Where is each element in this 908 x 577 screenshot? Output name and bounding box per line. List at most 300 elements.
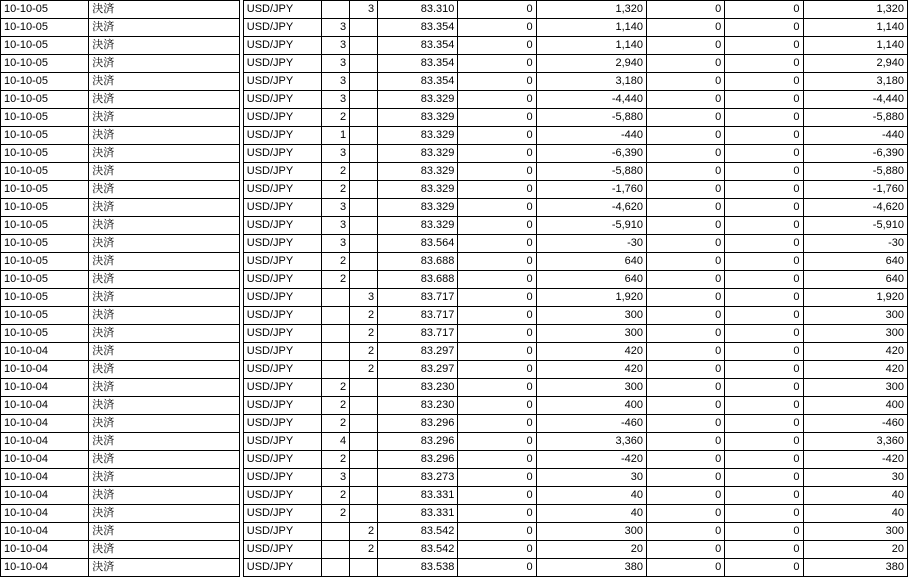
cell-zero-1: 0	[458, 19, 536, 37]
table-row	[1, 73, 908, 91]
cell-zero-3: 0	[725, 253, 803, 271]
cell-status: 決済	[89, 199, 239, 217]
cell-zero-2: 0	[647, 19, 725, 37]
cell-quantity-b	[350, 91, 378, 109]
cell-currency-pair: USD/JPY	[243, 235, 321, 253]
cell-amount: 300	[536, 325, 646, 343]
cell-zero-1: 0	[458, 559, 536, 577]
cell-price: 83.230	[378, 397, 458, 415]
cell-currency-pair: USD/JPY	[243, 325, 321, 343]
cell-zero-1: 0	[458, 163, 536, 181]
cell-date: 10-10-05	[1, 307, 89, 325]
cell-status: 決済	[89, 109, 239, 127]
cell-amount: 40	[536, 487, 646, 505]
cell-quantity-b: 2	[350, 523, 378, 541]
cell-quantity-b	[350, 199, 378, 217]
cell-amount: 380	[536, 559, 646, 577]
cell-total: -420	[803, 451, 907, 469]
cell-zero-3: 0	[725, 199, 803, 217]
cell-quantity-b	[350, 73, 378, 91]
cell-zero-2: 0	[647, 253, 725, 271]
cell-total: -5,910	[803, 217, 907, 235]
cell-currency-pair: USD/JPY	[243, 361, 321, 379]
cell-total: -1,760	[803, 181, 907, 199]
cell-date: 10-10-05	[1, 19, 89, 37]
cell-price: 83.717	[378, 289, 458, 307]
cell-date: 10-10-05	[1, 127, 89, 145]
cell-total: 3,360	[803, 433, 907, 451]
cell-zero-1: 0	[458, 73, 536, 91]
cell-quantity-b	[350, 37, 378, 55]
table-row	[1, 397, 908, 415]
cell-status: 決済	[89, 163, 239, 181]
cell-quantity-b	[350, 55, 378, 73]
cell-zero-1: 0	[458, 235, 536, 253]
table-row	[1, 145, 908, 163]
cell-amount: -6,390	[536, 145, 646, 163]
cell-total: -5,880	[803, 109, 907, 127]
table-row	[1, 181, 908, 199]
cell-zero-1: 0	[458, 343, 536, 361]
cell-date: 10-10-05	[1, 217, 89, 235]
cell-zero-1: 0	[458, 397, 536, 415]
cell-quantity-a	[322, 307, 350, 325]
cell-currency-pair: USD/JPY	[243, 271, 321, 289]
cell-quantity-a	[322, 361, 350, 379]
cell-price: 83.354	[378, 55, 458, 73]
cell-zero-1: 0	[458, 91, 536, 109]
cell-currency-pair: USD/JPY	[243, 289, 321, 307]
table-row	[1, 1, 908, 19]
cell-status: 決済	[89, 379, 239, 397]
cell-zero-1: 0	[458, 307, 536, 325]
cell-price: 83.354	[378, 73, 458, 91]
cell-zero-2: 0	[647, 307, 725, 325]
cell-currency-pair: USD/JPY	[243, 433, 321, 451]
cell-amount: -5,910	[536, 217, 646, 235]
cell-zero-1: 0	[458, 415, 536, 433]
cell-total: 1,920	[803, 289, 907, 307]
cell-quantity-a	[322, 559, 350, 577]
cell-quantity-b: 3	[350, 289, 378, 307]
cell-zero-1: 0	[458, 469, 536, 487]
cell-quantity-b	[350, 505, 378, 523]
cell-date: 10-10-05	[1, 163, 89, 181]
cell-date: 10-10-04	[1, 433, 89, 451]
cell-currency-pair: USD/JPY	[243, 379, 321, 397]
cell-amount: 300	[536, 523, 646, 541]
cell-quantity-a: 2	[322, 397, 350, 415]
cell-amount: 420	[536, 361, 646, 379]
cell-quantity-b	[350, 433, 378, 451]
cell-amount: 1,320	[536, 1, 646, 19]
cell-currency-pair: USD/JPY	[243, 469, 321, 487]
cell-total: 40	[803, 505, 907, 523]
cell-currency-pair: USD/JPY	[243, 307, 321, 325]
cell-quantity-a: 3	[322, 217, 350, 235]
cell-quantity-b	[350, 415, 378, 433]
cell-quantity-a: 2	[322, 181, 350, 199]
cell-status: 決済	[89, 55, 239, 73]
cell-price: 83.310	[378, 1, 458, 19]
cell-status: 決済	[89, 253, 239, 271]
cell-status: 決済	[89, 271, 239, 289]
cell-zero-3: 0	[725, 505, 803, 523]
cell-price: 83.564	[378, 235, 458, 253]
cell-amount: -5,880	[536, 163, 646, 181]
cell-price: 83.329	[378, 127, 458, 145]
cell-zero-2: 0	[647, 541, 725, 559]
cell-currency-pair: USD/JPY	[243, 199, 321, 217]
cell-quantity-a: 3	[322, 55, 350, 73]
cell-amount: 2,940	[536, 55, 646, 73]
cell-currency-pair: USD/JPY	[243, 415, 321, 433]
cell-price: 83.329	[378, 163, 458, 181]
cell-quantity-a: 2	[322, 109, 350, 127]
cell-quantity-b	[350, 235, 378, 253]
cell-zero-2: 0	[647, 109, 725, 127]
cell-amount: 1,920	[536, 289, 646, 307]
cell-zero-2: 0	[647, 487, 725, 505]
cell-date: 10-10-05	[1, 55, 89, 73]
cell-zero-1: 0	[458, 1, 536, 19]
cell-date: 10-10-05	[1, 271, 89, 289]
cell-price: 83.354	[378, 19, 458, 37]
cell-zero-3: 0	[725, 19, 803, 37]
cell-price: 83.329	[378, 181, 458, 199]
cell-price: 83.717	[378, 325, 458, 343]
cell-zero-2: 0	[647, 469, 725, 487]
table-row	[1, 505, 908, 523]
table-row	[1, 415, 908, 433]
cell-total: 640	[803, 253, 907, 271]
table-row	[1, 109, 908, 127]
cell-quantity-b: 2	[350, 541, 378, 559]
cell-zero-2: 0	[647, 289, 725, 307]
cell-total: 640	[803, 271, 907, 289]
cell-total: 1,140	[803, 37, 907, 55]
cell-zero-2: 0	[647, 73, 725, 91]
cell-total: 2,940	[803, 55, 907, 73]
cell-zero-2: 0	[647, 55, 725, 73]
cell-quantity-b	[350, 19, 378, 37]
cell-zero-3: 0	[725, 217, 803, 235]
cell-quantity-a: 3	[322, 469, 350, 487]
cell-zero-3: 0	[725, 451, 803, 469]
cell-date: 10-10-05	[1, 37, 89, 55]
cell-price: 83.329	[378, 145, 458, 163]
cell-quantity-a	[322, 289, 350, 307]
cell-zero-3: 0	[725, 541, 803, 559]
cell-currency-pair: USD/JPY	[243, 181, 321, 199]
cell-quantity-a: 3	[322, 91, 350, 109]
cell-quantity-b	[350, 379, 378, 397]
cell-price: 83.297	[378, 361, 458, 379]
cell-date: 10-10-04	[1, 505, 89, 523]
cell-date: 10-10-05	[1, 289, 89, 307]
cell-quantity-a: 2	[322, 487, 350, 505]
cell-zero-3: 0	[725, 289, 803, 307]
cell-date: 10-10-04	[1, 343, 89, 361]
cell-zero-3: 0	[725, 433, 803, 451]
cell-amount: 3,180	[536, 73, 646, 91]
cell-price: 83.296	[378, 451, 458, 469]
cell-currency-pair: USD/JPY	[243, 253, 321, 271]
table-row	[1, 451, 908, 469]
cell-date: 10-10-04	[1, 361, 89, 379]
cell-amount: 300	[536, 307, 646, 325]
cell-amount: 420	[536, 343, 646, 361]
cell-zero-2: 0	[647, 505, 725, 523]
cell-status: 決済	[89, 559, 239, 577]
table-row	[1, 217, 908, 235]
cell-quantity-b: 3	[350, 1, 378, 19]
cell-quantity-b: 2	[350, 307, 378, 325]
cell-price: 83.329	[378, 217, 458, 235]
cell-currency-pair: USD/JPY	[243, 559, 321, 577]
cell-zero-3: 0	[725, 379, 803, 397]
cell-status: 決済	[89, 451, 239, 469]
cell-total: 420	[803, 343, 907, 361]
cell-currency-pair: USD/JPY	[243, 505, 321, 523]
cell-date: 10-10-05	[1, 109, 89, 127]
cell-zero-1: 0	[458, 541, 536, 559]
cell-zero-2: 0	[647, 199, 725, 217]
cell-zero-2: 0	[647, 91, 725, 109]
cell-zero-3: 0	[725, 559, 803, 577]
table-row	[1, 541, 908, 559]
cell-zero-3: 0	[725, 469, 803, 487]
cell-status: 決済	[89, 487, 239, 505]
cell-quantity-a	[322, 523, 350, 541]
cell-status: 決済	[89, 469, 239, 487]
cell-currency-pair: USD/JPY	[243, 487, 321, 505]
cell-zero-1: 0	[458, 325, 536, 343]
table-row	[1, 55, 908, 73]
cell-amount: -1,760	[536, 181, 646, 199]
cell-price: 83.354	[378, 37, 458, 55]
table-body	[1, 1, 908, 577]
cell-zero-3: 0	[725, 361, 803, 379]
cell-total: 400	[803, 397, 907, 415]
cell-total: 30	[803, 469, 907, 487]
cell-currency-pair: USD/JPY	[243, 523, 321, 541]
cell-zero-1: 0	[458, 127, 536, 145]
table-row	[1, 199, 908, 217]
table-row	[1, 523, 908, 541]
cell-zero-3: 0	[725, 271, 803, 289]
cell-currency-pair: USD/JPY	[243, 37, 321, 55]
cell-total: 300	[803, 523, 907, 541]
cell-zero-2: 0	[647, 379, 725, 397]
cell-amount: 300	[536, 379, 646, 397]
cell-zero-2: 0	[647, 451, 725, 469]
cell-currency-pair: USD/JPY	[243, 55, 321, 73]
cell-status: 決済	[89, 307, 239, 325]
cell-quantity-a	[322, 1, 350, 19]
cell-zero-3: 0	[725, 415, 803, 433]
cell-zero-3: 0	[725, 145, 803, 163]
cell-amount: -440	[536, 127, 646, 145]
cell-price: 83.297	[378, 343, 458, 361]
cell-status: 決済	[89, 289, 239, 307]
cell-amount: -4,440	[536, 91, 646, 109]
cell-currency-pair: USD/JPY	[243, 541, 321, 559]
table-row	[1, 379, 908, 397]
cell-zero-3: 0	[725, 397, 803, 415]
cell-zero-2: 0	[647, 559, 725, 577]
cell-total: 300	[803, 307, 907, 325]
cell-quantity-b	[350, 163, 378, 181]
cell-status: 決済	[89, 217, 239, 235]
cell-status: 決済	[89, 523, 239, 541]
cell-zero-3: 0	[725, 37, 803, 55]
cell-total: 1,140	[803, 19, 907, 37]
cell-zero-1: 0	[458, 289, 536, 307]
cell-status: 決済	[89, 181, 239, 199]
table-row	[1, 127, 908, 145]
cell-quantity-b	[350, 145, 378, 163]
cell-zero-3: 0	[725, 523, 803, 541]
cell-date: 10-10-04	[1, 451, 89, 469]
cell-price: 83.273	[378, 469, 458, 487]
cell-currency-pair: USD/JPY	[243, 109, 321, 127]
cell-status: 決済	[89, 415, 239, 433]
cell-date: 10-10-05	[1, 181, 89, 199]
cell-amount: 640	[536, 271, 646, 289]
cell-date: 10-10-04	[1, 487, 89, 505]
cell-currency-pair: USD/JPY	[243, 343, 321, 361]
cell-zero-2: 0	[647, 217, 725, 235]
table-row	[1, 469, 908, 487]
cell-zero-1: 0	[458, 433, 536, 451]
cell-quantity-b	[350, 451, 378, 469]
cell-currency-pair: USD/JPY	[243, 73, 321, 91]
cell-status: 決済	[89, 37, 239, 55]
cell-zero-2: 0	[647, 433, 725, 451]
cell-zero-1: 0	[458, 217, 536, 235]
table-row	[1, 235, 908, 253]
cell-price: 83.296	[378, 433, 458, 451]
cell-zero-1: 0	[458, 379, 536, 397]
table-row	[1, 271, 908, 289]
cell-total: 300	[803, 325, 907, 343]
cell-total: -440	[803, 127, 907, 145]
cell-quantity-b	[350, 127, 378, 145]
cell-zero-3: 0	[725, 181, 803, 199]
cell-quantity-b	[350, 253, 378, 271]
cell-date: 10-10-05	[1, 235, 89, 253]
cell-quantity-a: 3	[322, 19, 350, 37]
cell-currency-pair: USD/JPY	[243, 397, 321, 415]
cell-zero-3: 0	[725, 1, 803, 19]
cell-zero-1: 0	[458, 523, 536, 541]
table-row	[1, 343, 908, 361]
cell-date: 10-10-04	[1, 415, 89, 433]
cell-zero-1: 0	[458, 37, 536, 55]
cell-price: 83.538	[378, 559, 458, 577]
cell-zero-1: 0	[458, 181, 536, 199]
cell-currency-pair: USD/JPY	[243, 127, 321, 145]
cell-zero-2: 0	[647, 1, 725, 19]
cell-zero-1: 0	[458, 253, 536, 271]
table-row	[1, 163, 908, 181]
cell-date: 10-10-05	[1, 325, 89, 343]
cell-currency-pair: USD/JPY	[243, 163, 321, 181]
cell-quantity-a: 3	[322, 73, 350, 91]
cell-zero-2: 0	[647, 361, 725, 379]
cell-quantity-b	[350, 109, 378, 127]
cell-price: 83.331	[378, 487, 458, 505]
cell-amount: 640	[536, 253, 646, 271]
cell-zero-2: 0	[647, 37, 725, 55]
cell-quantity-a: 2	[322, 415, 350, 433]
cell-status: 決済	[89, 127, 239, 145]
cell-status: 決済	[89, 91, 239, 109]
cell-status: 決済	[89, 433, 239, 451]
cell-date: 10-10-05	[1, 91, 89, 109]
cell-total: 3,180	[803, 73, 907, 91]
cell-price: 83.331	[378, 505, 458, 523]
cell-quantity-a	[322, 343, 350, 361]
cell-date: 10-10-04	[1, 397, 89, 415]
cell-quantity-a: 2	[322, 253, 350, 271]
cell-price: 83.329	[378, 109, 458, 127]
cell-currency-pair: USD/JPY	[243, 91, 321, 109]
cell-quantity-a: 3	[322, 235, 350, 253]
table-row	[1, 559, 908, 577]
cell-price: 83.688	[378, 271, 458, 289]
cell-amount: 3,360	[536, 433, 646, 451]
cell-quantity-a: 2	[322, 163, 350, 181]
cell-currency-pair: USD/JPY	[243, 19, 321, 37]
cell-status: 決済	[89, 325, 239, 343]
cell-quantity-a: 3	[322, 37, 350, 55]
cell-status: 決済	[89, 73, 239, 91]
cell-total: 20	[803, 541, 907, 559]
cell-total: 300	[803, 379, 907, 397]
cell-amount: 30	[536, 469, 646, 487]
cell-quantity-b	[350, 487, 378, 505]
cell-amount: -460	[536, 415, 646, 433]
table-row	[1, 361, 908, 379]
cell-zero-3: 0	[725, 163, 803, 181]
cell-status: 決済	[89, 19, 239, 37]
cell-amount: -30	[536, 235, 646, 253]
cell-total: 40	[803, 487, 907, 505]
table-row	[1, 289, 908, 307]
cell-quantity-a	[322, 325, 350, 343]
cell-status: 決済	[89, 343, 239, 361]
cell-zero-1: 0	[458, 145, 536, 163]
cell-quantity-a: 2	[322, 379, 350, 397]
table-row	[1, 253, 908, 271]
cell-zero-1: 0	[458, 109, 536, 127]
cell-total: -4,440	[803, 91, 907, 109]
cell-total: -5,880	[803, 163, 907, 181]
cell-amount: 1,140	[536, 19, 646, 37]
cell-quantity-a: 2	[322, 451, 350, 469]
cell-zero-1: 0	[458, 487, 536, 505]
cell-price: 83.296	[378, 415, 458, 433]
table-row	[1, 307, 908, 325]
cell-total: -460	[803, 415, 907, 433]
cell-date: 10-10-04	[1, 469, 89, 487]
cell-price: 83.717	[378, 307, 458, 325]
cell-total: 420	[803, 361, 907, 379]
cell-status: 決済	[89, 145, 239, 163]
cell-zero-1: 0	[458, 505, 536, 523]
